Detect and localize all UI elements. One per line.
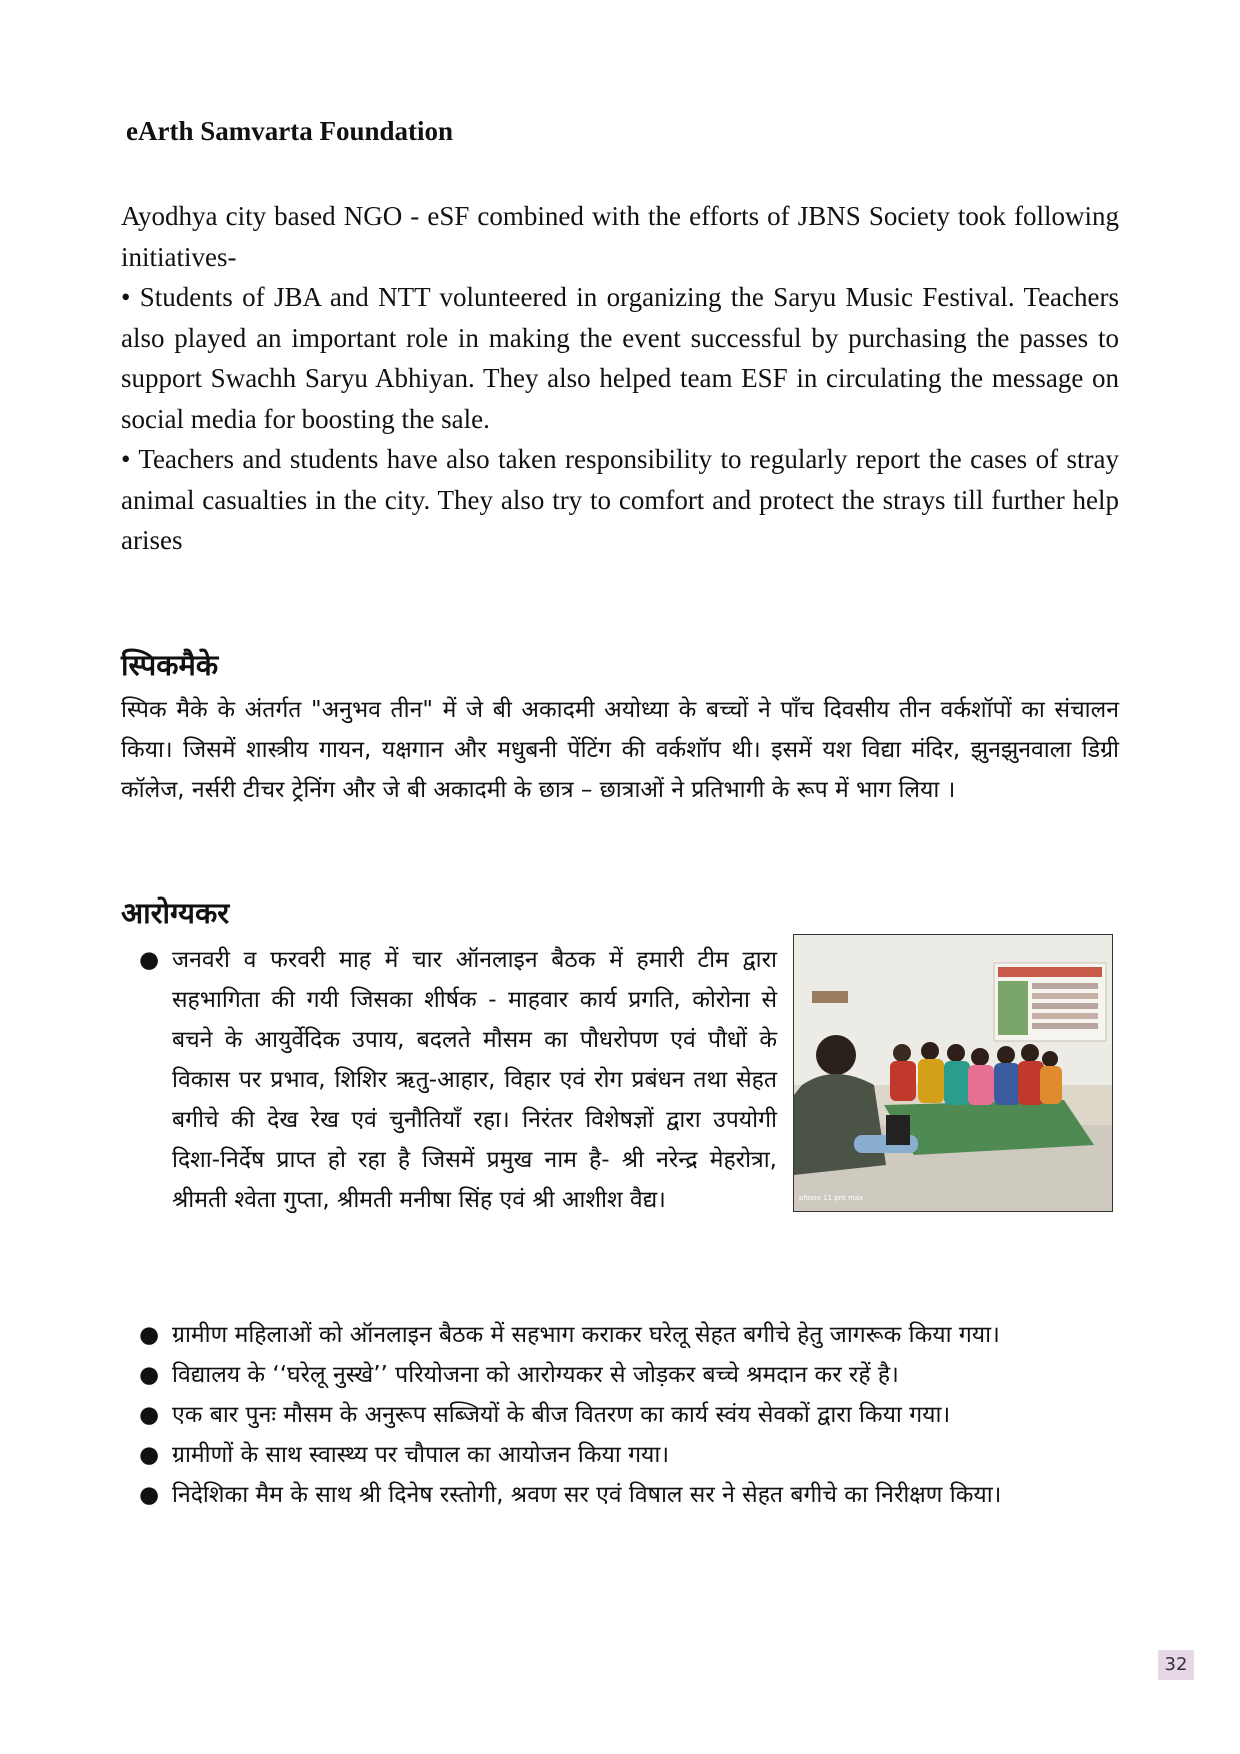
esf-title: eArth Samvarta Foundation bbox=[126, 116, 454, 146]
spicmacay-body: स्पिक मैके के अंतर्गत "अनुभव तीन" में जे बी अकादमी अयोध्या के बच्चों ने पाँच दिवसीय तीन वर्कशॉपों का संचालन किया। जिसमें शास्त्रीय गायन, यक्षगान और मधुबनी पेंटिंग की वर्कशॉप थी। इसमें यश विद्या मंदिर, झुनझुनवाला डिग्री कॉलेज, नर्सरी टीचर ट्रेनिंग और जे बी अकादमी के छात्र – छात्राओं ने प्रतिभागी के रूप में भाग लिया । bbox=[121, 697, 1119, 803]
bullet-icon: ● bbox=[139, 1402, 160, 1428]
list-item-text: जनवरी व फरवरी माह में चार ऑनलाइन बैठक में हमारी टीम द्वारा सहभागिता की गयी जिसका शीर्षक - माहवार कार्य प्रगति, कोरोना से बचने के आयुर्वेदिक उपाय, बदलते मौसम का पौधरोपण एवं पौधों के विकास पर प्रभाव, शिशिर ऋतु-आहार, विहार एवं रोग प्रबंधन तथा सेहत बगीचे की देख रेख एवं चुनौतियाँ रहा। निरंतर विशेषज्ञों द्वारा उपयोगी दिशा-निर्देष प्राप्त हो रहा है जिसमें प्रमुख नाम है- श्री नरेन्द्र मेहरोत्रा, श्रीमती श्वेता गुप्ता, श्रीमती मनीषा सिंह एवं श्री आशीश वैद्य। bbox=[172, 947, 777, 1213]
list-item bbox=[127, 1395, 1122, 1435]
spicmacay-heading: स्पिकमैके bbox=[121, 648, 219, 682]
arogyakar-list-rest bbox=[127, 1315, 1122, 1515]
list-item-text: ग्रामीण महिलाओं को ऑनलाइन बैठक में सहभाग कराकर घरेलू सेहत बगीचे हेतु जागरूक किया गया। bbox=[172, 1322, 1000, 1348]
workshop-photo bbox=[793, 934, 1113, 1212]
list-item-text: निदेशिका मैम के साथ श्री दिनेष रस्तोगी, श्रवण सर एवं विषाल सर ने सेहत बगीचे का निरीक्षण किया। bbox=[172, 1482, 1002, 1508]
arogyakar-heading: आरोग्यकर bbox=[121, 896, 230, 930]
list-item bbox=[127, 1315, 1122, 1355]
esf-point-2: • Teachers and students have also taken responsibility to regularly report the cases of stray animal casualties in the city. They also try to comfort and protect the strays till further help arises bbox=[121, 444, 1119, 555]
list-item bbox=[127, 940, 777, 1220]
esf-intro: Ayodhya city based NGO - eSF combined with the efforts of JBNS Society took following initiatives- bbox=[121, 201, 1119, 272]
arogyakar-list-first bbox=[127, 940, 777, 1220]
list-item-text: एक बार पुनः मौसम के अनुरूप सब्जियों के बीज वितरण का कार्य स्वंय सेवकों द्वारा किया गया। bbox=[172, 1402, 951, 1428]
bullet-icon: ● bbox=[139, 1482, 160, 1508]
bullet-icon: ● bbox=[139, 1322, 160, 1348]
bullet-icon: ● bbox=[139, 947, 160, 973]
esf-body bbox=[121, 196, 1119, 561]
bullet-icon: ● bbox=[139, 1442, 160, 1468]
list-item bbox=[127, 1435, 1122, 1475]
photo-caption: phone 11 pro max bbox=[799, 1194, 864, 1202]
page-number: 32 bbox=[1158, 1650, 1194, 1680]
list-item bbox=[127, 1475, 1122, 1515]
esf-point-1: • Students of JBA and NTT volunteered in organizing the Saryu Music Festival. Teachers also played an important role in making the event successful by purchasing the passes to support Swachh Saryu Abhiyan. They also helped team ESF in circulating the message on social media for boosting the sale. bbox=[121, 282, 1119, 434]
bullet-icon: ● bbox=[139, 1362, 160, 1388]
list-item bbox=[127, 1355, 1122, 1395]
list-item-text: विद्यालय के ‘‘घरेलू नुस्खे’’ परियोजना को आरोग्यकर से जोड़कर बच्चे श्रमदान कर रहें है। bbox=[172, 1362, 899, 1388]
list-item-text: ग्रामीणों के साथ स्वास्थ्य पर चौपाल का आयोजन किया गया। bbox=[172, 1442, 670, 1468]
